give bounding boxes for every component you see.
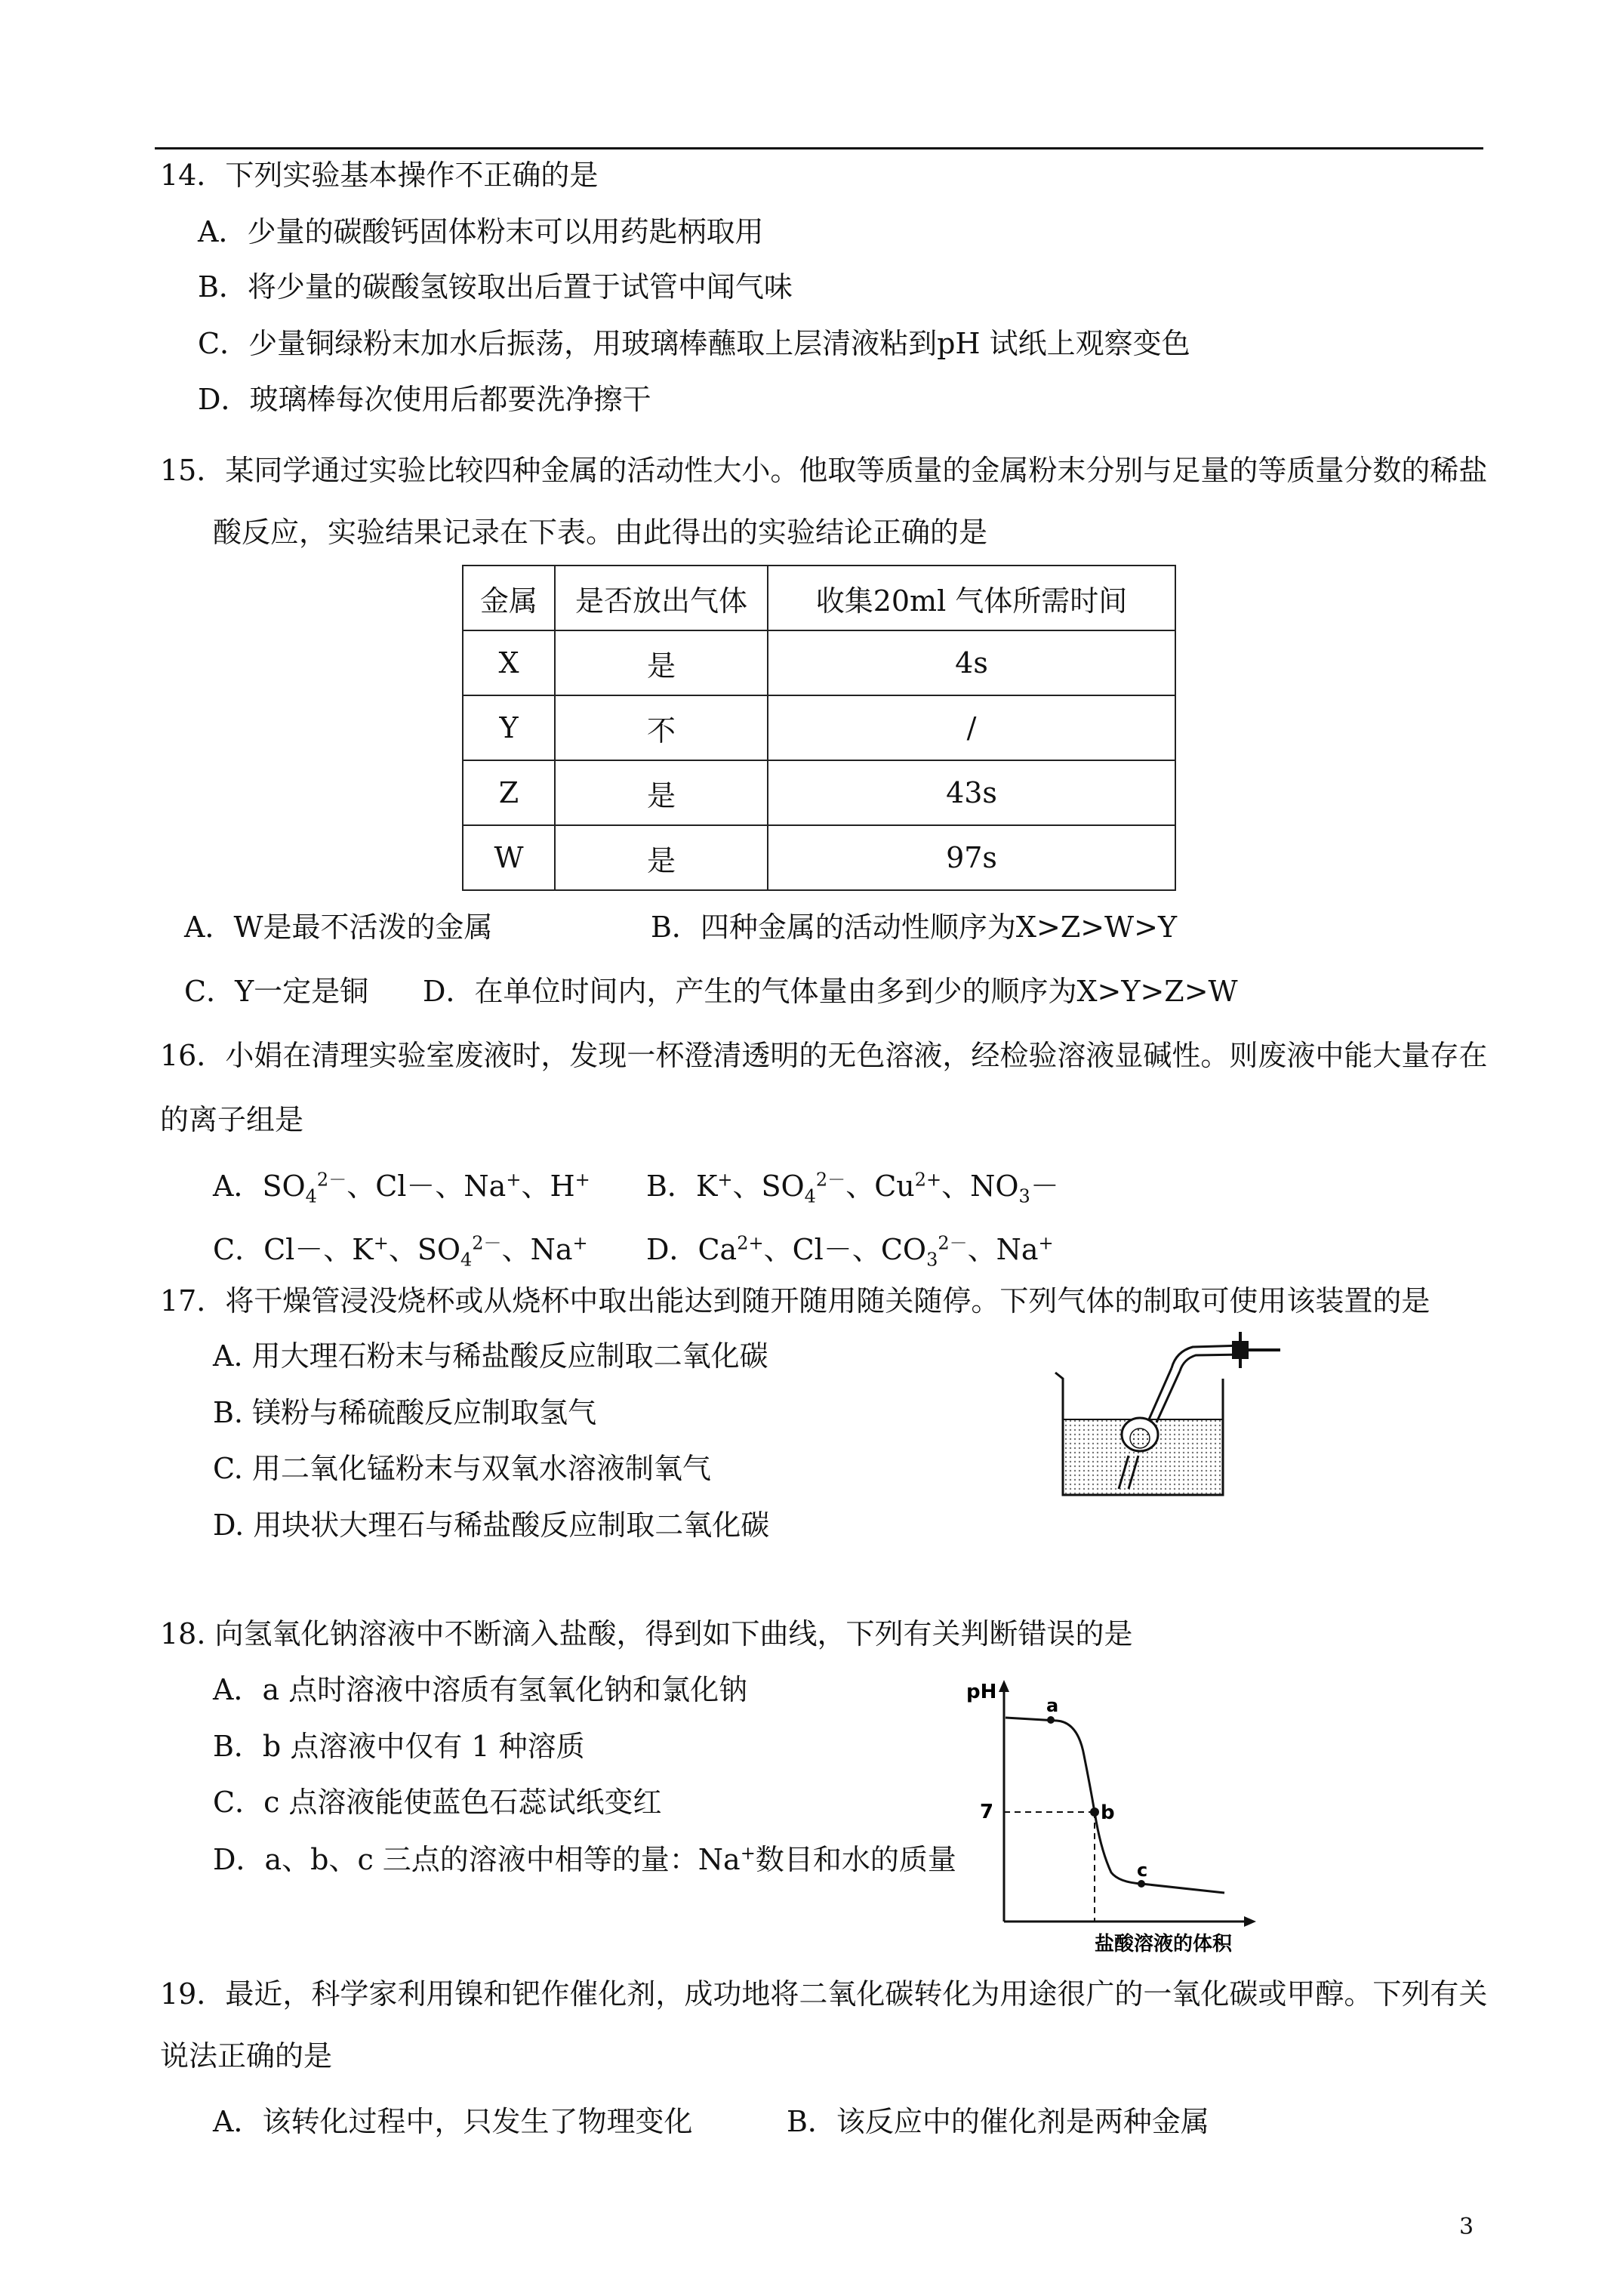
ion-text: 、Cu (845, 1170, 915, 1203)
q19-stem-line1: 19．最近，科学家利用镍和钯作催化剂，成功地将二氧化碳转化为用途很广的一氧化碳或甲醇。下列有关 (160, 1977, 1488, 2011)
table-row (463, 695, 1175, 760)
q18-option-a: A．a 点时溶液中溶质有氢氧化钠和氯化钠 (213, 1673, 748, 1706)
q15-option-c: C．Y一定是铜 (184, 975, 369, 1008)
table-header-row (463, 566, 1175, 630)
header-rule (155, 147, 1483, 149)
ion-text: 、SO (732, 1170, 805, 1203)
q16-option-a (213, 1169, 590, 1207)
point-c-label: c (1137, 1860, 1148, 1881)
ion-superscript: 2+ (914, 1169, 942, 1191)
q16-option-c (213, 1232, 588, 1271)
point-b-label: b (1101, 1801, 1115, 1824)
table-cell: 是 (555, 825, 768, 890)
ion-text: 、Na (967, 1233, 1039, 1266)
q19-stem-line2: 说法正确的是 (160, 2039, 333, 2073)
table-cell: W (463, 825, 555, 890)
ion-text: SO (262, 1170, 306, 1203)
ion-text: K (695, 1170, 718, 1203)
ion-text: － (1030, 1170, 1059, 1203)
q19-option-a: A．该转化过程中，只发生了物理变化 (213, 2105, 693, 2138)
option-label: A． (213, 1170, 263, 1203)
q17-option-b: B. 镁粉与稀硫酸反应制取氢气 (213, 1396, 597, 1429)
q19-option-b: B．该反应中的催化剂是两种金属 (787, 2105, 1209, 2138)
q18-stem: 18. 向氢氧化钠溶液中不断滴入盐酸，得到如下曲线，下列有关判断错误的是 (160, 1617, 1133, 1650)
ion-superscript: 2－ (472, 1232, 502, 1254)
apparatus-figure (1042, 1329, 1283, 1502)
table-cell: Y (463, 695, 555, 760)
table-row (463, 760, 1175, 825)
point-c-marker (1138, 1880, 1145, 1888)
ion-superscript: + (572, 1232, 588, 1254)
q14-option-a: A．少量的碳酸钙固体粉末可以用药匙柄取用 (198, 215, 764, 248)
ph-curve (1006, 1718, 1224, 1893)
ion-superscript: + (1038, 1232, 1054, 1254)
ion-text: 、NO (941, 1170, 1019, 1203)
table-row (463, 630, 1175, 695)
ion-superscript: + (373, 1232, 389, 1254)
table-cell: 是 (555, 630, 768, 695)
q15-option-b: B．四种金属的活动性顺序为X>Z>W>Y (651, 911, 1178, 944)
q17-option-c: C. 用二氧化锰粉末与双氧水溶液制氧气 (213, 1452, 711, 1485)
ph-curve-chart (944, 1672, 1306, 1959)
option-label: B． (646, 1170, 696, 1203)
table-cell: 97s (768, 825, 1175, 890)
q16-stem-line2: 的离子组是 (160, 1103, 304, 1136)
ion-superscript: 2－ (815, 1169, 846, 1191)
table-cell: X (463, 630, 555, 695)
option-text: 数目和水的质量 (755, 1843, 956, 1876)
ion-text: 、Na (501, 1233, 573, 1266)
q17-option-d: D. 用块状大理石与稀盐酸反应制取二氧化碳 (213, 1509, 770, 1542)
table-row (463, 825, 1175, 890)
ion-text: Cl－、K (263, 1233, 374, 1266)
q14-option-d: D．玻璃棒每次使用后都要洗净擦干 (198, 383, 651, 416)
stopcock (1232, 1332, 1280, 1368)
table-cell: 是 (555, 760, 768, 825)
x-axis-label: 盐酸溶液的体积 (1095, 1933, 1233, 1955)
point-b-marker (1090, 1808, 1099, 1817)
q17-option-a: A. 用大理石粉末与稀盐酸反应制取二氧化碳 (213, 1339, 768, 1373)
ion-subscript: 4 (804, 1185, 816, 1207)
ion-superscript: 2－ (316, 1169, 347, 1191)
q15-stem-line1: 15．某同学通过实验比较四种金属的活动性大小。他取等质量的金属粉末分别与足量的等质量分数的稀盐 (160, 454, 1488, 487)
ion-text: 、SO (388, 1233, 460, 1266)
ion-superscript: + (740, 1842, 756, 1864)
y-axis-label: pH (966, 1681, 997, 1703)
ion-superscript: 2+ (737, 1232, 764, 1254)
q15-option-a: A．W是最不活泼的金属 (184, 911, 493, 944)
point-a-marker (1047, 1716, 1055, 1724)
q18-option-b: B．b 点溶液中仅有 1 种溶质 (213, 1730, 585, 1763)
table-cell: 不 (555, 695, 768, 760)
q15-option-d: D．在单位时间内，产生的气体量由多到少的顺序为X>Y>Z>W (423, 975, 1238, 1008)
q17-stem: 17．将干燥管浸没烧杯或从烧杯中取出能达到随开随用随关随停。下列气体的制取可使用该装置的是 (160, 1284, 1431, 1318)
q16-stem-line1: 16．小娟在清理实验室废液时，发现一杯澄清透明的无色溶液，经检验溶液显碱性。则废液中能大量存在 (160, 1039, 1488, 1072)
ion-superscript: + (717, 1169, 733, 1191)
ion-text: 、H (521, 1170, 575, 1203)
q15-stem-line2: 酸反应，实验结果记录在下表。由此得出的实验结论正确的是 (213, 516, 988, 549)
axes (999, 1680, 1256, 1927)
point-a-label: a (1046, 1695, 1059, 1716)
table-header-cell: 收集20ml 气体所需时间 (768, 566, 1175, 630)
table-header-cell: 金属 (463, 566, 555, 630)
q14-stem: 14．下列实验基本操作不正确的是 (160, 159, 599, 192)
q18-option-c: C．c 点溶液能使蓝色石蕊试纸变红 (213, 1786, 662, 1819)
option-label: D． (646, 1233, 698, 1266)
ion-superscript: 2－ (938, 1232, 968, 1254)
ion-text: Ca (698, 1233, 738, 1266)
q14-option-c: C．少量铜绿粉末加水后振荡，用玻璃棒蘸取上层清液粘到pH 试纸上观察变色 (198, 327, 1190, 360)
q16-option-d (646, 1232, 1054, 1271)
table-cell: / (768, 695, 1175, 760)
ion-superscript: + (506, 1169, 522, 1191)
q14-option-b: B．将少量的碳酸氢铵取出后置于试管中闻气味 (198, 270, 793, 304)
table-cell: Z (463, 760, 555, 825)
ion-subscript: 4 (460, 1249, 473, 1271)
ion-subscript: 3 (1018, 1185, 1030, 1207)
q18-option-d (213, 1842, 956, 1877)
ion-text: 、Cl－、CO (763, 1233, 927, 1266)
table-cell: 43s (768, 760, 1175, 825)
table-header-cell: 是否放出气体 (555, 566, 768, 630)
metal-reaction-table (462, 565, 1176, 891)
ion-text: 、Cl－、Na (346, 1170, 507, 1203)
q16-option-b (646, 1169, 1059, 1207)
page-number: 3 (1459, 2214, 1474, 2240)
ion-superscript: + (574, 1169, 590, 1191)
option-text: D．a、b、c 三点的溶液中相等的量：Na (213, 1843, 741, 1876)
table-cell: 4s (768, 630, 1175, 695)
option-label: C． (213, 1233, 264, 1266)
ph-7-tick-label: 7 (980, 1801, 994, 1823)
ion-subscript: 4 (305, 1185, 317, 1207)
ion-subscript: 3 (926, 1249, 938, 1271)
